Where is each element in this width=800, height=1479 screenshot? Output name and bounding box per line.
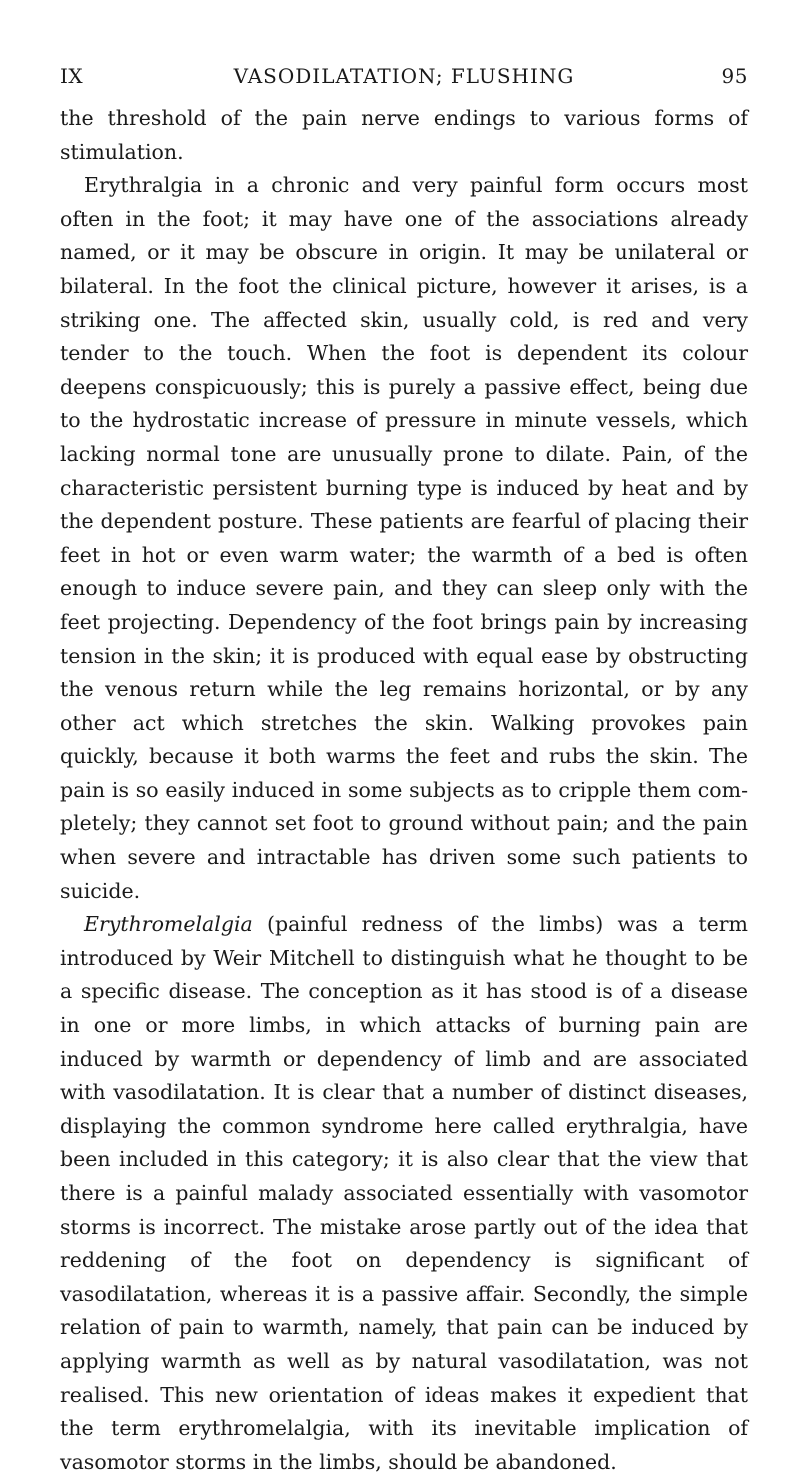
chapter-number: IX	[60, 64, 84, 88]
paragraph-text: (painful redness of the limbs) was a term introduced by Weir Mitchell to distinguish what he thought to be a specific disease. The conception as it has stood is of a disease in one or more limbs, in which attacks of burning pain are induced by warmth or dependency of limb and are associated with vasodilatation. It is clear that a number of distinct diseases, displaying the common syndrome here called erythralgia, have been included in this category; it is also clear that the view that there is a painful malady associated essentially with vasomotor storms is incorrect. The mistake arose partly out of the idea that reddening of the foot on dependency is significant of vasodilatation, whereas it is a passive affair. Secondly, the simple relation of pain to warmth, namely, that pain can be induced by applying warmth as well as by natural vasodilatation, was not realised. This new orientation of ideas makes it expedient that the term erythromelalgia, with its inevitable implication of vasomotor storms in the limbs, should be abandoned.	[60, 912, 748, 1474]
running-head	[60, 64, 748, 94]
page-number: 95	[721, 64, 748, 88]
body-text	[60, 102, 748, 1479]
paragraph-erythromelalgia	[60, 908, 748, 1479]
paragraph-erythralgia: Erythralgia in a chronic and very painful form occurs most often in the foot; it may have one of the associations already named, or it may be obscure in origin. It may be unilateral or bilateral. In the foot the clinical picture, however it arises, is a striking one. The affected skin, usually cold, is red and very tender to the touch. When the foot is dependent its colour deepens conspicuously; this is purely a passive effect, being due to the hydrostatic increase of pressure in minute vessels, which lacking normal tone are unusually prone to dilate. Pain, of the characteristic persistent burning type is induced by heat and by the dependent posture. These patients are fearful of placing their feet in hot or even warm water; the warmth of a bed is often enough to induce severe pain, and they can sleep only with the feet projecting. Dependency of the foot brings pain by increasing tension in the skin; it is produced with equal ease by obstructing the venous return while the leg remains horizontal, or by any other act which stretches the skin. Walking provokes pain quickly, because it both warms the feet and rubs the skin. The pain is so easily induced in some subjects as to cripple them completely; they cannot set foot to ground without pain; and the pain when severe and intractable has driven some such patients to suicide.	[60, 173, 748, 903]
running-title: VASODILATATION; FLUSHING	[233, 64, 575, 88]
paragraph-continuation: the threshold of the pain nerve endings to various forms of stimulation.	[60, 106, 748, 164]
italic-term: Erythromelalgia	[84, 912, 253, 937]
book-page	[60, 64, 748, 1479]
